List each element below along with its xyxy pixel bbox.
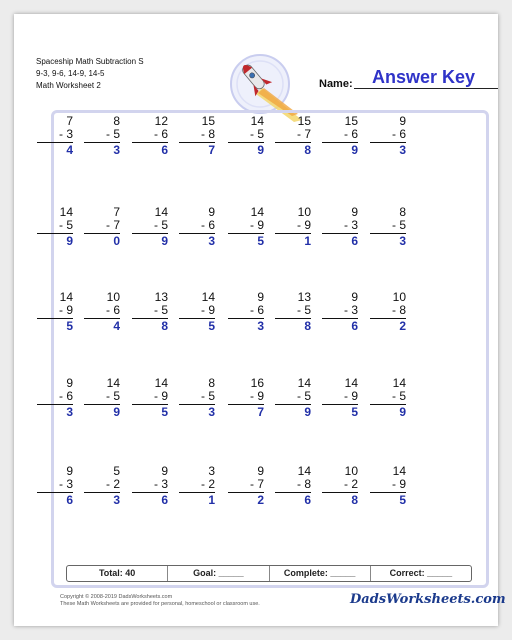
problem-1-2 bbox=[84, 115, 120, 157]
minuend: 14 bbox=[344, 376, 358, 390]
answer: 2 bbox=[257, 493, 264, 507]
answer: 3 bbox=[113, 493, 120, 507]
answer-key-title: Answer Key bbox=[372, 67, 476, 87]
minuend: 13 bbox=[154, 290, 168, 304]
total-cell: Total: 40 bbox=[67, 566, 168, 581]
problem-5-8 bbox=[370, 465, 406, 507]
problem-3-6 bbox=[275, 291, 311, 333]
brand-logo: DadsWorksheets.com bbox=[350, 592, 506, 607]
answer: 6 bbox=[351, 319, 358, 333]
subtrahend: - 2 bbox=[343, 477, 358, 491]
subtrahend: - 5 bbox=[391, 218, 406, 232]
subtrahend: - 9 bbox=[249, 218, 264, 232]
complete-cell[interactable]: Complete: _____ bbox=[270, 566, 371, 581]
subtrahend: - 5 bbox=[296, 389, 311, 403]
subtrahend: - 7 bbox=[249, 477, 264, 491]
problem-3-3 bbox=[132, 291, 168, 333]
minuend: 9 bbox=[161, 464, 168, 478]
minuend: 9 bbox=[66, 376, 73, 390]
problems-frame bbox=[51, 110, 489, 588]
answer: 5 bbox=[257, 234, 264, 248]
minuend: 14 bbox=[154, 376, 168, 390]
subtrahend: - 5 bbox=[200, 389, 215, 403]
problem-5-1 bbox=[37, 465, 73, 507]
minuend: 9 bbox=[257, 290, 264, 304]
answer: 6 bbox=[66, 493, 73, 507]
answer: 9 bbox=[351, 143, 358, 157]
problem-1-8 bbox=[370, 115, 406, 157]
subtrahend: - 9 bbox=[296, 218, 311, 232]
minuend: 7 bbox=[113, 205, 120, 219]
answer: 7 bbox=[208, 143, 215, 157]
minuend: 8 bbox=[399, 205, 406, 219]
subtrahend: - 5 bbox=[153, 303, 168, 317]
score-footer bbox=[66, 565, 472, 582]
problem-5-2 bbox=[84, 465, 120, 507]
problem-3-5 bbox=[228, 291, 264, 333]
subtrahend: - 9 bbox=[249, 389, 264, 403]
answer: 4 bbox=[113, 319, 120, 333]
answer: 3 bbox=[208, 234, 215, 248]
subtrahend: - 2 bbox=[200, 477, 215, 491]
answer: 9 bbox=[66, 234, 73, 248]
answer: 9 bbox=[257, 143, 264, 157]
minuend: 14 bbox=[154, 205, 168, 219]
problem-3-7 bbox=[322, 291, 358, 333]
problem-5-5 bbox=[228, 465, 264, 507]
minuend: 14 bbox=[250, 114, 264, 128]
subtrahend: - 9 bbox=[391, 477, 406, 491]
problem-3-8 bbox=[370, 291, 406, 333]
subtrahend: - 6 bbox=[105, 303, 120, 317]
minuend: 5 bbox=[113, 464, 120, 478]
subtrahend: - 8 bbox=[296, 477, 311, 491]
minuend: 7 bbox=[66, 114, 73, 128]
answer: 3 bbox=[208, 405, 215, 419]
problem-2-4 bbox=[179, 206, 215, 248]
minuend: 10 bbox=[106, 290, 120, 304]
worksheet-subtitle: Math Worksheet 2 bbox=[36, 81, 101, 90]
problem-1-6 bbox=[275, 115, 311, 157]
minuend: 15 bbox=[297, 114, 311, 128]
problem-2-1 bbox=[37, 206, 73, 248]
subtrahend: - 9 bbox=[58, 303, 73, 317]
minuend: 8 bbox=[113, 114, 120, 128]
answer: 1 bbox=[208, 493, 215, 507]
problem-4-7 bbox=[322, 377, 358, 419]
minuend: 9 bbox=[208, 205, 215, 219]
problem-3-4 bbox=[179, 291, 215, 333]
subtrahend: - 8 bbox=[200, 127, 215, 141]
problem-4-2 bbox=[84, 377, 120, 419]
minuend: 9 bbox=[399, 114, 406, 128]
subtrahend: - 9 bbox=[200, 303, 215, 317]
problem-1-7 bbox=[322, 115, 358, 157]
subtrahend: - 6 bbox=[391, 127, 406, 141]
minuend: 9 bbox=[66, 464, 73, 478]
minuend: 10 bbox=[344, 464, 358, 478]
minuend: 9 bbox=[351, 290, 358, 304]
minuend: 15 bbox=[201, 114, 215, 128]
minuend: 13 bbox=[297, 290, 311, 304]
subtrahend: - 5 bbox=[249, 127, 264, 141]
answer: 9 bbox=[161, 234, 168, 248]
subtrahend: - 3 bbox=[343, 303, 358, 317]
minuend: 14 bbox=[201, 290, 215, 304]
subtrahend: - 5 bbox=[391, 389, 406, 403]
answer: 5 bbox=[208, 319, 215, 333]
problem-4-5 bbox=[228, 377, 264, 419]
minuend: 14 bbox=[106, 376, 120, 390]
copyright-line-2: These Math Worksheets are provided for personal, homeschool or classroom use. bbox=[60, 601, 260, 607]
subtrahend: - 5 bbox=[296, 303, 311, 317]
minuend: 14 bbox=[297, 376, 311, 390]
problem-2-7 bbox=[322, 206, 358, 248]
answer: 3 bbox=[399, 234, 406, 248]
problem-2-6 bbox=[275, 206, 311, 248]
problem-4-1 bbox=[37, 377, 73, 419]
subtrahend: - 2 bbox=[105, 477, 120, 491]
minuend: 9 bbox=[351, 205, 358, 219]
problem-4-8 bbox=[370, 377, 406, 419]
subtrahend: - 3 bbox=[153, 477, 168, 491]
answer: 6 bbox=[351, 234, 358, 248]
minuend: 3 bbox=[208, 464, 215, 478]
answer: 6 bbox=[161, 493, 168, 507]
answer: 6 bbox=[161, 143, 168, 157]
minuend: 14 bbox=[250, 205, 264, 219]
minuend: 10 bbox=[392, 290, 406, 304]
minuend: 9 bbox=[257, 464, 264, 478]
problem-5-4 bbox=[179, 465, 215, 507]
subtrahend: - 8 bbox=[391, 303, 406, 317]
minuend: 14 bbox=[59, 290, 73, 304]
minuend: 14 bbox=[297, 464, 311, 478]
answer: 8 bbox=[304, 143, 311, 157]
answer: 8 bbox=[351, 493, 358, 507]
answer: 4 bbox=[66, 143, 73, 157]
worksheet-facts: 9-3, 9-6, 14-9, 14-5 bbox=[36, 69, 105, 78]
answer: 5 bbox=[66, 319, 73, 333]
name-label: Name: bbox=[319, 78, 353, 90]
problem-4-3 bbox=[132, 377, 168, 419]
minuend: 15 bbox=[344, 114, 358, 128]
answer: 6 bbox=[304, 493, 311, 507]
minuend: 14 bbox=[392, 464, 406, 478]
problem-5-7 bbox=[322, 465, 358, 507]
problem-5-3 bbox=[132, 465, 168, 507]
answer: 9 bbox=[399, 405, 406, 419]
subtrahend: - 6 bbox=[343, 127, 358, 141]
answer: 9 bbox=[304, 405, 311, 419]
problem-2-3 bbox=[132, 206, 168, 248]
answer: 7 bbox=[257, 405, 264, 419]
subtrahend: - 5 bbox=[105, 389, 120, 403]
subtrahend: - 3 bbox=[58, 127, 73, 141]
problem-2-2 bbox=[84, 206, 120, 248]
subtrahend: - 6 bbox=[249, 303, 264, 317]
subtrahend: - 9 bbox=[153, 389, 168, 403]
problem-2-8 bbox=[370, 206, 406, 248]
minuend: 10 bbox=[297, 205, 311, 219]
problem-4-4 bbox=[179, 377, 215, 419]
problem-1-5 bbox=[228, 115, 264, 157]
goal-cell[interactable]: Goal: _____ bbox=[168, 566, 269, 581]
subtrahend: - 3 bbox=[58, 477, 73, 491]
subtrahend: - 5 bbox=[58, 218, 73, 232]
problem-3-1 bbox=[37, 291, 73, 333]
problem-1-1 bbox=[37, 115, 73, 157]
subtrahend: - 6 bbox=[200, 218, 215, 232]
minuend: 16 bbox=[250, 376, 264, 390]
answer: 8 bbox=[161, 319, 168, 333]
copyright-line-1: Copyright © 2008-2019 DadsWorksheets.com bbox=[60, 594, 173, 600]
subtrahend: - 7 bbox=[296, 127, 311, 141]
answer: 1 bbox=[304, 234, 311, 248]
subtrahend: - 6 bbox=[58, 389, 73, 403]
problem-3-2 bbox=[84, 291, 120, 333]
worksheet-header bbox=[36, 56, 144, 92]
subtrahend: - 6 bbox=[153, 127, 168, 141]
worksheet-page bbox=[14, 14, 506, 626]
answer: 3 bbox=[66, 405, 73, 419]
worksheet-title: Spaceship Math Subtraction S bbox=[36, 57, 144, 66]
answer: 2 bbox=[399, 319, 406, 333]
minuend: 14 bbox=[392, 376, 406, 390]
answer: 9 bbox=[113, 405, 120, 419]
problem-2-5 bbox=[228, 206, 264, 248]
answer: 5 bbox=[161, 405, 168, 419]
answer: 5 bbox=[351, 405, 358, 419]
answer: 3 bbox=[113, 143, 120, 157]
problem-4-6 bbox=[275, 377, 311, 419]
subtrahend: - 3 bbox=[343, 218, 358, 232]
subtrahend: - 5 bbox=[105, 127, 120, 141]
subtrahend: - 9 bbox=[343, 389, 358, 403]
problem-5-6 bbox=[275, 465, 311, 507]
answer: 8 bbox=[304, 319, 311, 333]
minuend: 12 bbox=[154, 114, 168, 128]
correct-cell[interactable]: Correct: _____ bbox=[389, 568, 453, 578]
answer: 5 bbox=[399, 493, 406, 507]
problem-1-4 bbox=[179, 115, 215, 157]
copyright-notice bbox=[60, 594, 260, 608]
problem-1-3 bbox=[132, 115, 168, 157]
minuend: 8 bbox=[208, 376, 215, 390]
minuend: 14 bbox=[59, 205, 73, 219]
subtrahend: - 5 bbox=[153, 218, 168, 232]
answer: 3 bbox=[399, 143, 406, 157]
answer: 3 bbox=[257, 319, 264, 333]
subtrahend: - 7 bbox=[105, 218, 120, 232]
answer: 0 bbox=[113, 234, 120, 248]
